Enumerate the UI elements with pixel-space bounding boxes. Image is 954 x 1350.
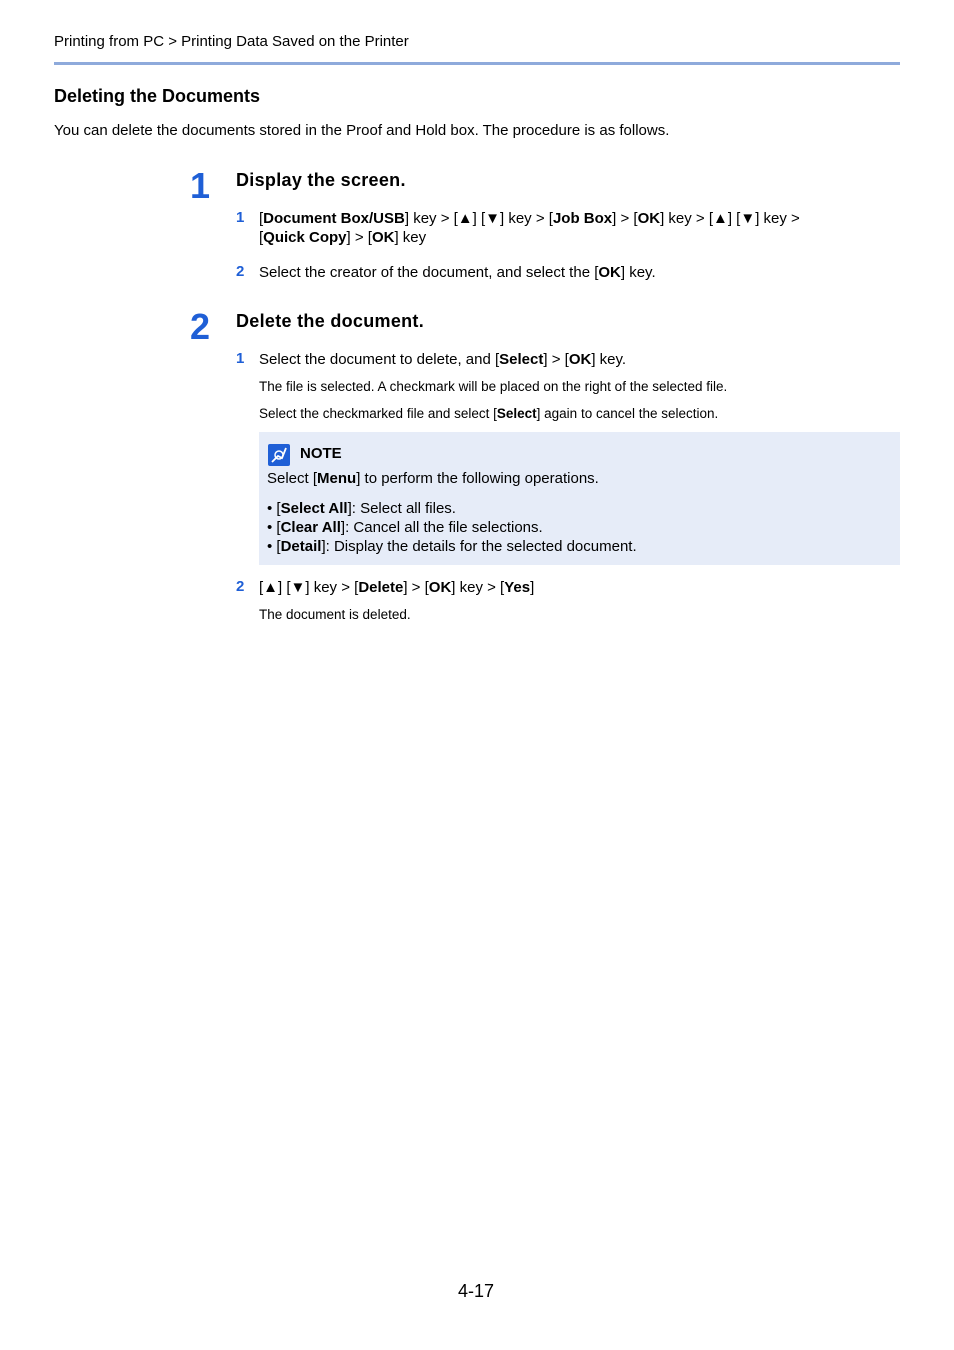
- list-item: • [Detail]: Display the details for the selected document.: [267, 538, 637, 555]
- section-title: Deleting the Documents: [54, 86, 261, 106]
- note-label: NOTE: [300, 445, 342, 462]
- step-2-sub-2-text: [▲] [▼] key > [Delete] > [OK] key > [Yes]: [259, 579, 535, 596]
- list-item: • [Select All]: Select all files.: [267, 500, 456, 517]
- step-2-sub-2-number: 2: [236, 578, 245, 595]
- step-2-sub-2-result: The document is deleted.: [259, 607, 411, 622]
- step-2-sub-1-number: 1: [236, 350, 245, 367]
- note-icon: [268, 444, 290, 466]
- intro-text: You can delete the documents stored in the Proof and Hold box. The procedure is as follows.: [54, 122, 670, 139]
- step-1-sub-1-number: 1: [236, 209, 245, 226]
- step-1-sub-1-text: [Document Box/USB] key > [▲] [▼] key > [Job Box] > [OK] key > [▲] [▼] key > [Quick Copy] > [OK] key: [259, 210, 800, 246]
- step-2-sub-1-note-1: The file is selected. A checkmark will be placed on the right of the selected file.: [259, 379, 728, 394]
- header-rule: [54, 62, 900, 65]
- step-1-sub-2-number: 2: [236, 263, 245, 280]
- list-item: • [Clear All]: Cancel all the file selections.: [267, 519, 543, 536]
- step-2-sub-1-text: Select the document to delete, and [Select] > [OK] key.: [259, 351, 627, 368]
- note-list: [267, 499, 637, 556]
- step-1-title: Display the screen.: [236, 170, 406, 190]
- step-1-number: 1: [190, 165, 210, 206]
- step-1-sub-2-text: Select the creator of the document, and select the [OK] key.: [259, 264, 656, 281]
- step-2-sub-1-note-2: Select the checkmarked file and select [Select] again to cancel the selection.: [259, 406, 719, 421]
- breadcrumb: Printing from PC > Printing Data Saved on the Printer: [54, 33, 409, 50]
- page-number: 4-17: [458, 1281, 495, 1301]
- note-intro: Select [Menu] to perform the following operations.: [267, 470, 599, 487]
- step-2-title: Delete the document.: [236, 311, 425, 331]
- step-2-number: 2: [190, 306, 210, 347]
